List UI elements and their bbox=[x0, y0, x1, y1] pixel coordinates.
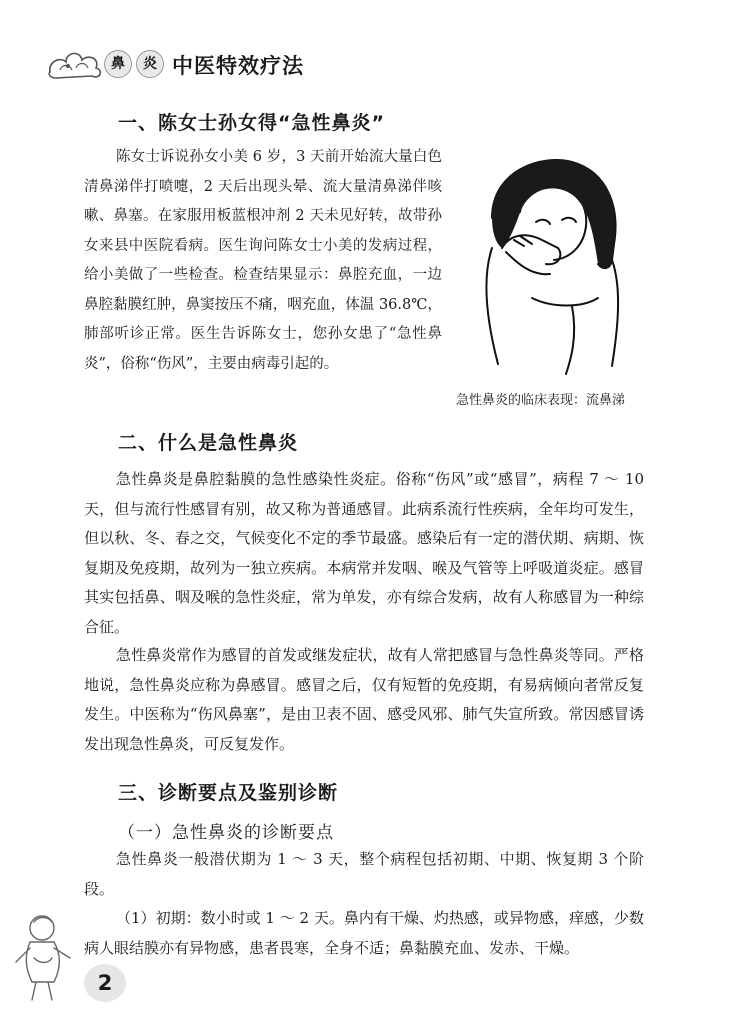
illustration-caption: 急性鼻炎的临床表现：流鼻涕 bbox=[456, 393, 626, 408]
section-1-heading: 一、陈女士孙女得“急性鼻炎” bbox=[118, 112, 385, 134]
header-char-circle-1: 鼻 bbox=[104, 50, 132, 78]
cloud-ornament-icon bbox=[46, 44, 106, 84]
child-runny-nose-illustration bbox=[462, 148, 636, 380]
section-2-paragraph-1: 急性鼻炎是鼻腔黏膜的急性感染性炎症。俗称“伤风”或“感冒”，病程 7 ～ 10 天，但与流行性感冒有别，故又称为普通感冒。此病系流行性疾病，全年均可发生，但以秋、冬、春之交，气候变化不定的季节最盛。感染后有一定的潜伏期、病期、恢复期及免疫期，故列为一独立疾病。本病常并发咽、喉及气管等上呼吸道炎症。感冒其实包括鼻、咽及喉的急性炎症，常为单发，亦有综合发病，故有人称感冒为一种综合征。 bbox=[84, 470, 644, 636]
section-2-heading: 二、什么是急性鼻炎 bbox=[118, 432, 299, 454]
running-header-title: 中医特效疗法 bbox=[172, 54, 304, 78]
section-3-heading: 三、诊断要点及鉴别诊断 bbox=[118, 782, 339, 804]
section-2-paragraph-2: 急性鼻炎常作为感冒的首发或继发症状，故有人常把感冒与急性鼻炎等同。严格地说，急性鼻炎应称为鼻感冒。感冒之后，仅有短暂的免疫期，有易病倾向者常反复发生。中医称为“伤风鼻塞”，是由卫表不固、感受风邪、肺气失宣所致。常因感冒诱发出现急性鼻炎，可反复发作。 bbox=[84, 646, 644, 753]
header-char-circle-2: 炎 bbox=[136, 50, 164, 78]
child-figure-ornament-icon bbox=[8, 908, 88, 1004]
section-3-subheading: （一）急性鼻炎的诊断要点 bbox=[118, 823, 334, 843]
section-3-paragraph-1: 急性鼻炎一般潜伏期为 1 ～ 3 天，整个病程包括初期、中期、恢复期 3 个阶段。 bbox=[84, 850, 644, 898]
section-1-paragraph: 陈女士诉说孙女小美 6 岁，3 天前开始流大量白色清鼻涕伴打喷嚏，2 天后出现头晕、流大量清鼻涕伴咳嗽、鼻塞。在家服用板蓝根冲剂 2 天未见好转，故带孙女来县中医院看病。医生询问陈女士小美的发病过程，给小美做了一些检查。检查结果显示：鼻腔充血，一边鼻腔黏膜红肿，鼻窦按压不痛，咽充血，体温 36.8℃，肺部听诊正常。医生告诉陈女士，您孙女患了“急性鼻炎”，俗称“伤风”，主要由病毒引起的。 bbox=[84, 149, 442, 372]
section-3-paragraph-2: （1）初期：数小时或 1 ～ 2 天。鼻内有干燥、灼热感，或异物感，痒感，少数病人眼结膜亦有异物感，患者畏寒，全身不适；鼻黏膜充血、发赤、干燥。 bbox=[84, 909, 644, 957]
page-number: 2 bbox=[84, 964, 126, 1002]
